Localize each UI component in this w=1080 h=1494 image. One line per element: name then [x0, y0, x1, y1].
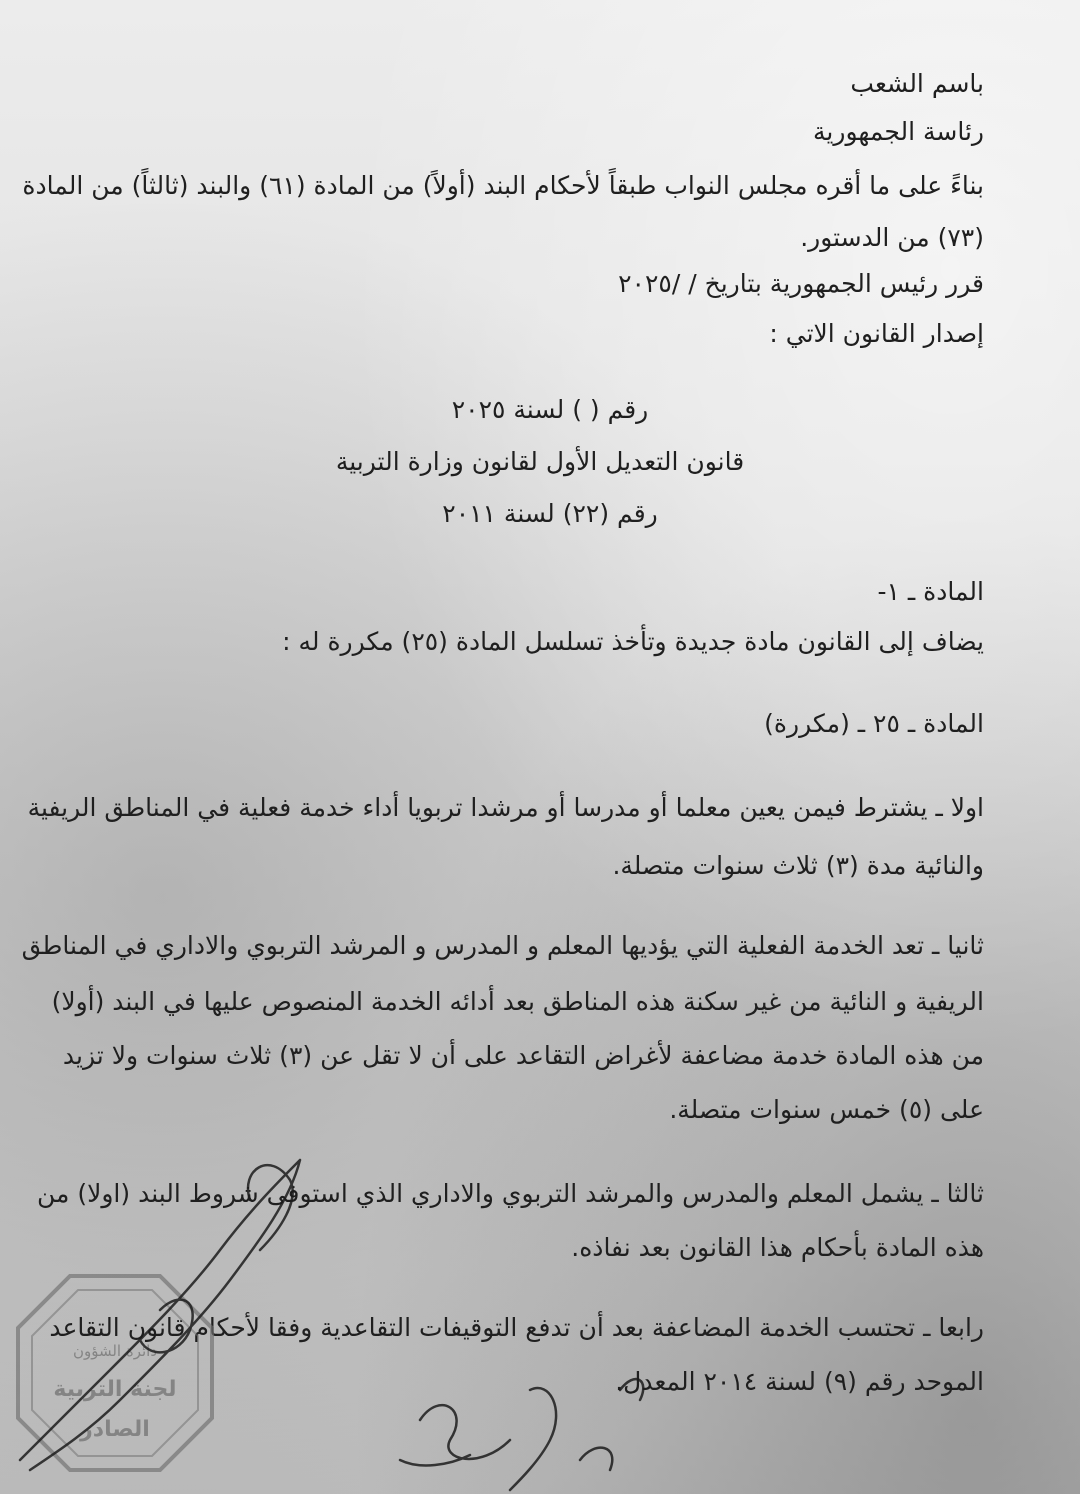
- stamp-line-3: الصادر: [80, 1417, 150, 1442]
- clause-4-line-1: رابعا ـ تحتسب الخدمة المضاعفة بعد أن تدفع التوقيفات التقاعدية وفقا لأحكام قانون التقاعد: [49, 1313, 984, 1342]
- article-25-heading: المادة ـ ٢٥ ـ (مكررة): [764, 709, 984, 738]
- article-1-heading: المادة ـ ١-: [877, 577, 984, 606]
- base-law-number: رقم (٢٢) لسنة ٢٠١١: [442, 499, 658, 528]
- clause-2-line-1: ثانيا ـ تعد الخدمة الفعلية التي يؤديها المعلم و المدرس و المرشد التربوي والاداري في المناطق: [21, 931, 984, 960]
- article-1-text: يضاف إلى القانون مادة جديدة وتأخذ تسلسل المادة (٢٥) مكررة له :: [282, 627, 984, 656]
- clause-1-line-1: اولا ـ يشترط فيمن يعين معلما أو مدرسا أو مرشدا تربويا أداء خدمة فعلية في المناطق الريفية: [27, 793, 984, 822]
- stamp-line-1: دائرة الشؤون: [72, 1342, 158, 1360]
- clause-2-line-3: من هذه المادة خدمة مضاعفة لأغراض التقاعد على أن لا تقل عن (٣) ثلاث سنوات ولا تزيد: [62, 1041, 984, 1070]
- presidency-heading: رئاسة الجمهورية: [813, 117, 984, 146]
- committee-stamp-icon: [10, 1268, 220, 1478]
- law-number: رقم ( ) لسنة ٢٠٢٥: [451, 395, 649, 424]
- decision-date: قرر رئيس الجمهورية بتاريخ / /٢٠٢٥: [618, 269, 984, 298]
- basmala-heading: باسم الشعب: [850, 69, 984, 98]
- preamble-line-2: (٧٣) من الدستور.: [800, 223, 984, 252]
- stamp-line-2: لجنة التربية: [53, 1377, 177, 1402]
- clause-2-line-4: على (٥) خمس سنوات متصلة.: [669, 1095, 984, 1124]
- clause-3-line-2: هذه المادة بأحكام هذا القانون بعد نفاذه.: [571, 1233, 984, 1262]
- clause-1-line-2: والنائية مدة (٣) ثلاث سنوات متصلة.: [612, 851, 984, 880]
- law-name: قانون التعديل الأول لقانون وزارة التربية: [335, 447, 745, 476]
- clause-4-line-2: الموحد رقم (٩) لسنة ٢٠١٤ المعدل.: [615, 1367, 984, 1396]
- clause-3-line-1: ثالثا ـ يشمل المعلم والمدرس والمرشد التربوي والاداري الذي استوفى شروط البند (اولا) من: [36, 1179, 984, 1208]
- issuance-statement: إصدار القانون الاتي :: [769, 319, 984, 348]
- clause-2-line-2: الريفية و النائية من غير سكنة هذه المناطق بعد أدائه الخدمة المنصوص عليها في البند (أولا): [51, 987, 984, 1016]
- preamble-line-1: بناءً على ما أقره مجلس النواب طبقاً لأحكام البند (أولاً) من المادة (٦١) والبند (ثالثاً) من المادة: [22, 171, 984, 200]
